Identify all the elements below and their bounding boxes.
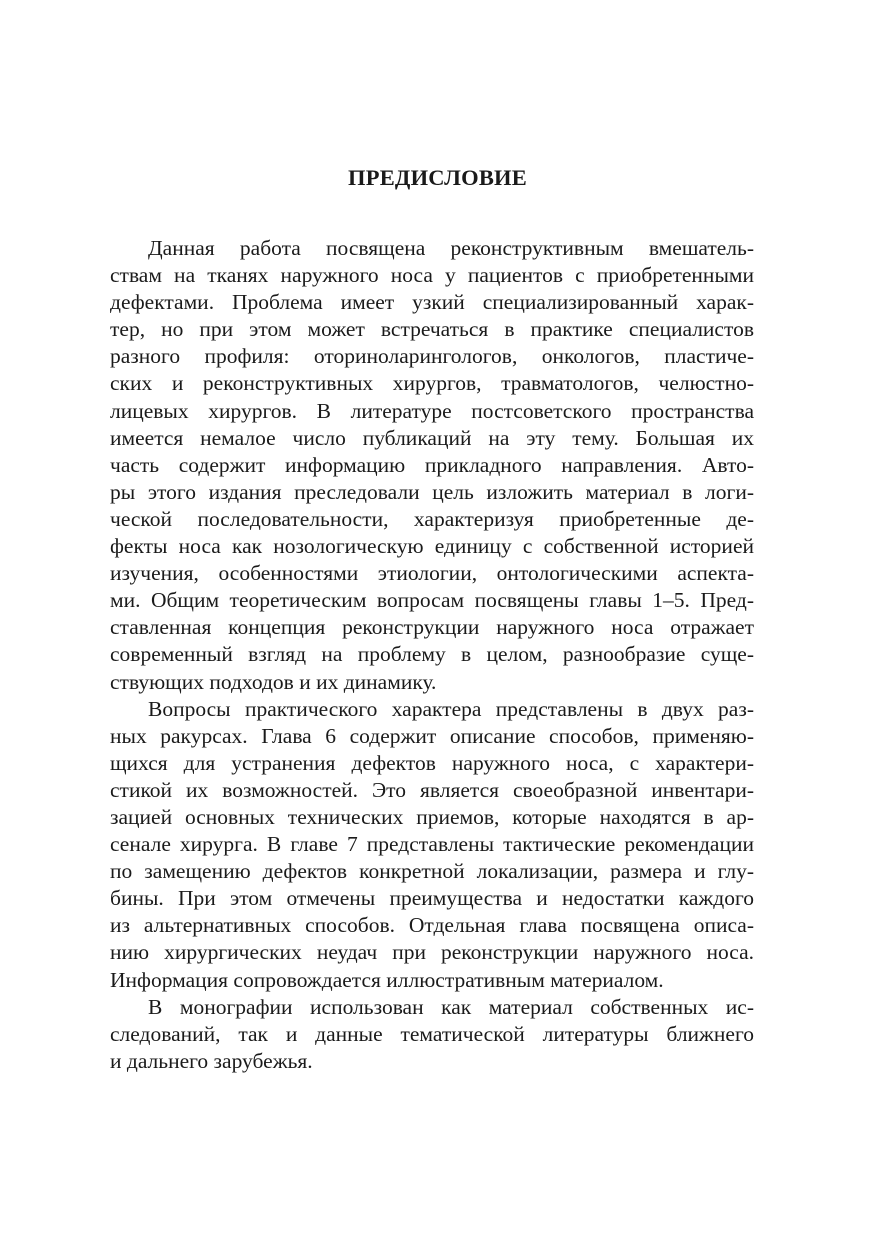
text-line: ских и реконструктивных хирургов, травматологов, челюстно- [110, 371, 754, 396]
text-line: сенале хирурга. В главе 7 представлены тактические рекомендации [110, 832, 754, 857]
page-title: ПРЕДИСЛОВИЕ [348, 165, 527, 190]
text-line: ствам на тканях наружного носа у пациентов с приобретенными [110, 263, 754, 288]
text-line: лицевых хирургов. В литературе постсоветского пространства [110, 398, 754, 423]
paragraph-2 [110, 696, 754, 994]
text-line: по замещению дефектов конкретной локализации, размера и глу- [110, 859, 754, 884]
text-line: ставленная концепция реконструкции наружного носа отражает [110, 615, 754, 640]
text-line: зацией основных технических приемов, которые находятся в ар- [110, 804, 754, 829]
text-line: ми. Общим теоретическим вопросам посвящены главы 1–5. Пред- [110, 588, 754, 613]
text-line: ствующих подходов и их динамику. [110, 669, 437, 694]
text-line: из альтернативных способов. Отдельная глава посвящена описа- [110, 913, 754, 938]
text-line: В монографии использован как материал собственных ис- [148, 994, 754, 1019]
text-line: нию хирургических неудач при реконструкции наружного носа. [110, 940, 754, 965]
text-line: ры этого издания преследовали цель изложить материал в логи- [110, 479, 754, 504]
text-line: современный взгляд на проблему в целом, разнообразие суще- [110, 642, 754, 667]
text-line: Информация сопровождается иллюстративным материалом. [110, 967, 664, 992]
text-line: имеется немалое число публикаций на эту тему. Большая их [110, 425, 754, 450]
paragraph-1 [110, 235, 754, 696]
text-line: ческой последовательности, характеризуя приобретенные де- [110, 506, 754, 531]
text-line: бины. При этом отмечены преимущества и недостатки каждого [110, 886, 754, 911]
text-line: Данная работа посвящена реконструктивным вмешатель- [148, 236, 754, 260]
text-line: часть содержит информацию прикладного направления. Авто- [110, 452, 754, 477]
text-line: щихся для устранения дефектов наружного носа, с характери- [110, 750, 754, 775]
text-line: дефектами. Проблема имеет узкий специализированный харак- [110, 290, 754, 315]
text-line: тер, но при этом может встречаться в практике специалистов [110, 317, 754, 342]
body-text [110, 235, 754, 1075]
text-line: изучения, особенностями этиологии, онтологическими аспекта- [110, 561, 754, 586]
text-line: стикой их возможностей. Это является своеобразной инвентари- [110, 777, 754, 802]
text-line: Вопросы практического характера представлены в двух раз- [148, 696, 754, 721]
text-line: и дальнего зарубежья. [110, 1048, 313, 1073]
text-line: разного профиля: оториноларингологов, онкологов, пластиче- [110, 344, 754, 369]
text-line: фекты носа как нозологическую единицу с собственной историей [110, 534, 754, 559]
text-line: следований, так и данные тематической литературы ближнего [110, 1021, 754, 1046]
text-line: ных ракурсах. Глава 6 содержит описание способов, применяю- [110, 723, 754, 748]
paragraph-3 [110, 994, 754, 1075]
